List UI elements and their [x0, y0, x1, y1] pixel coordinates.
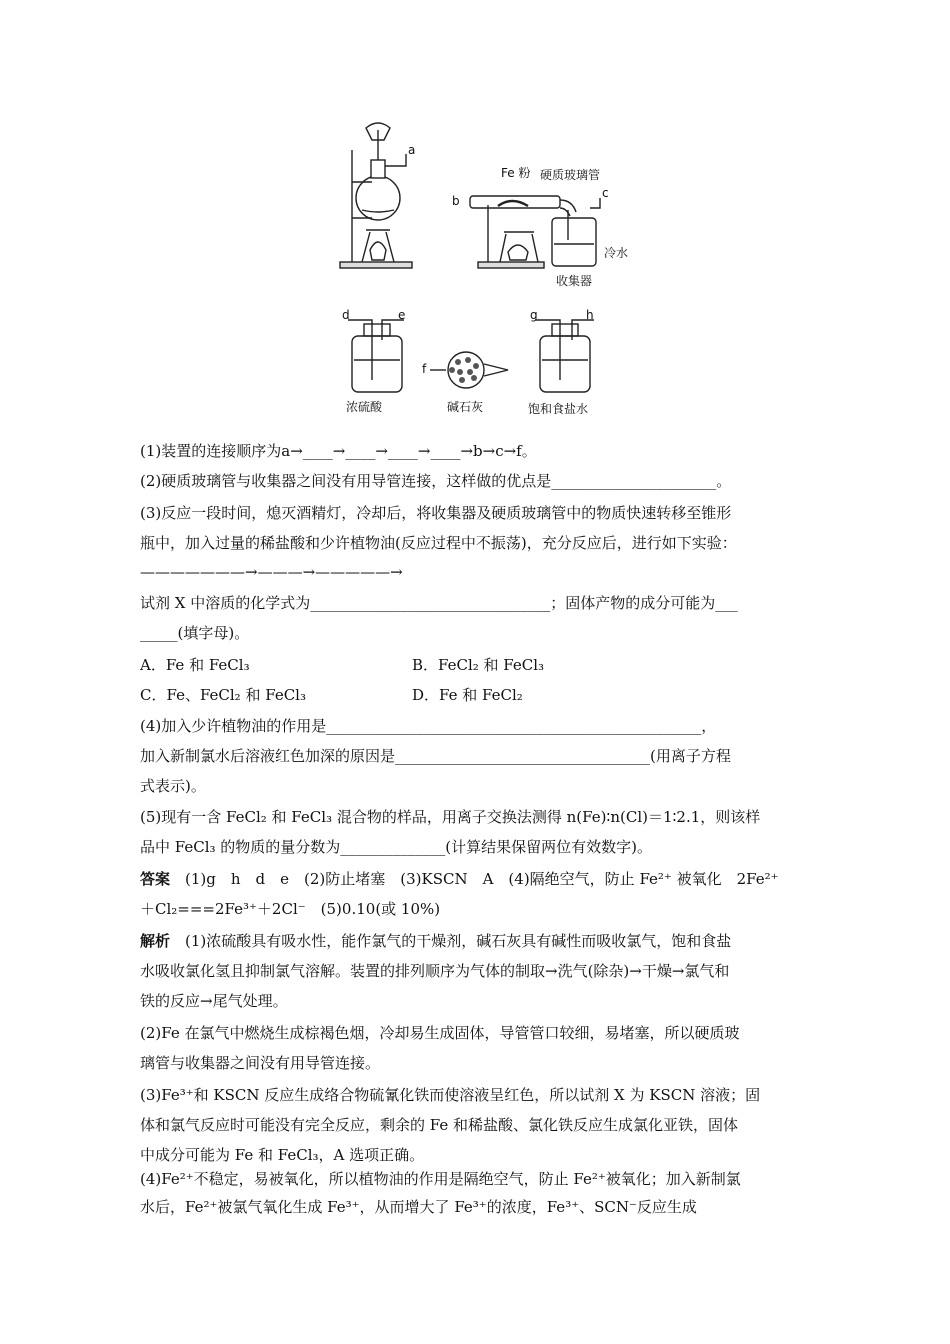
apparatus-figure — [0, 0, 950, 430]
saturated-brine-bottle — [536, 320, 594, 392]
label-soda-lime: 碱石灰 — [447, 400, 484, 414]
label-conc-h2so4: 浓硫酸 — [346, 400, 383, 414]
label-e: e — [398, 308, 406, 322]
question-3-line4: _____(填字母)。 — [140, 624, 250, 642]
option-d: D．Fe 和 FeCl₂ — [412, 686, 523, 704]
analysis-line9: (4)Fe²⁺不稳定，易被氧化，所以植物油的作用是隔绝空气，防止 Fe²⁺被氧化；加入新制氯 — [140, 1170, 741, 1188]
soda-lime-tube — [430, 352, 508, 388]
question-2: (2)硬质玻璃管与收集器之间没有用导管连接，这样做的优点是______________________。 — [140, 472, 732, 490]
label-c: c — [602, 186, 609, 200]
analysis-line1 — [140, 931, 731, 951]
question-4-line1: (4)加入少许植物油的作用是__________________________________________________， — [140, 717, 717, 735]
label-b: b — [452, 194, 460, 208]
answer-line1 — [140, 869, 779, 889]
question-3-line1: (3)反应一段时间，熄灭酒精灯，冷却后，将收集器及硬质玻璃管中的物质快速转移至锥形 — [140, 504, 732, 522]
analysis-text-1: (1)浓硫酸具有吸水性，能作氯气的干燥剂，碱石灰具有碱性而吸收氯气，饱和食盐 — [185, 932, 732, 950]
analysis-line6: (3)Fe³⁺和 KSCN 反应生成络合物硫氰化铁而使溶液呈红色，所以试剂 X 为 KSCN 溶液；固 — [140, 1086, 761, 1104]
option-b: B．FeCl₂ 和 FeCl₃ — [412, 656, 545, 674]
analysis-line7: 体和氯气反应时可能没有完全反应，剩余的 Fe 和稀盐酸、氯化铁反应生成氯化亚铁，固体 — [140, 1116, 739, 1134]
label-h: h — [586, 308, 594, 322]
label-f: f — [422, 362, 427, 376]
label-fe-powder: Fe 粉 — [501, 166, 531, 180]
analysis-label: 解析 — [140, 932, 171, 950]
answer-text-1: (1)g h d e (2)防止堵塞 (3)KSCN A (4)隔绝空气，防止 Fe²⁺ 被氧化 2Fe²⁺ — [185, 870, 779, 888]
question-3-line3: 试剂 X 中溶质的化学式为________________________________；固体产物的成分可能为___ — [140, 594, 738, 612]
experiment-flow-arrows: ———————→———→—————→ — [140, 563, 403, 581]
label-collector: 收集器 — [556, 274, 593, 288]
label-sat-brine: 饱和食盐水 — [528, 402, 589, 416]
label-hard-glass-tube: 硬质玻璃管 — [540, 168, 601, 182]
question-1: (1)装置的连接顺序为a→____→____→____→____→b→c→f。 — [140, 442, 537, 460]
chlorine-generator — [340, 123, 412, 268]
analysis-line5: 璃管与收集器之间没有用导管连接。 — [140, 1054, 381, 1072]
analysis-line4: (2)Fe 在氯气中燃烧生成棕褐色烟，冷却易生成固体，导管管口较细，易堵塞，所以硬质玻 — [140, 1024, 740, 1042]
option-a: A．Fe 和 FeCl₃ — [140, 656, 250, 674]
option-c: C．Fe、FeCl₂ 和 FeCl₃ — [140, 686, 306, 704]
question-4-line3: 式表示)。 — [140, 777, 206, 795]
question-5-line2: 品中 FeCl₃ 的物质的量分数为______________(计算结果保留两位有效数字)。 — [140, 838, 652, 856]
answer-line2: ＋Cl₂===2Fe³⁺＋2Cl⁻ (5)0.10(或 10%) — [140, 900, 441, 918]
label-d: d — [342, 308, 350, 322]
answer-label: 答案 — [140, 870, 171, 888]
question-3-line2: 瓶中，加入过量的稀盐酸和少许植物油(反应过程中不振荡)，充分反应后，进行如下实验： — [140, 534, 737, 552]
analysis-line10: 水后，Fe²⁺被氯气氧化生成 Fe³⁺，从而增大了 Fe³⁺的浓度，Fe³⁺、SCN⁻反应生成 — [140, 1198, 697, 1216]
analysis-line8: 中成分可能为 Fe 和 FeCl₃，A 选项正确。 — [140, 1146, 425, 1164]
label-cold-water: 冷水 — [604, 246, 629, 260]
analysis-line3: 铁的反应→尾气处理。 — [140, 992, 288, 1010]
question-5-line1: (5)现有一含 FeCl₂ 和 FeCl₃ 混合物的样品，用离子交换法测得 n(Fe)∶n(Cl)＝1∶2.1，则该样 — [140, 808, 761, 826]
analysis-line2: 水吸收氯化氢且抑制氯气溶解。装置的排列顺序为气体的制取→洗气(除杂)→干燥→氯气和 — [140, 962, 730, 980]
conc-sulfuric-acid-bottle — [348, 320, 404, 392]
label-g: g — [530, 308, 538, 322]
label-a: a — [408, 143, 416, 157]
reaction-tube-assembly — [470, 196, 600, 268]
question-4-line2: 加入新制氯水后溶液红色加深的原因是__________________________________(用离子方程 — [140, 747, 731, 765]
